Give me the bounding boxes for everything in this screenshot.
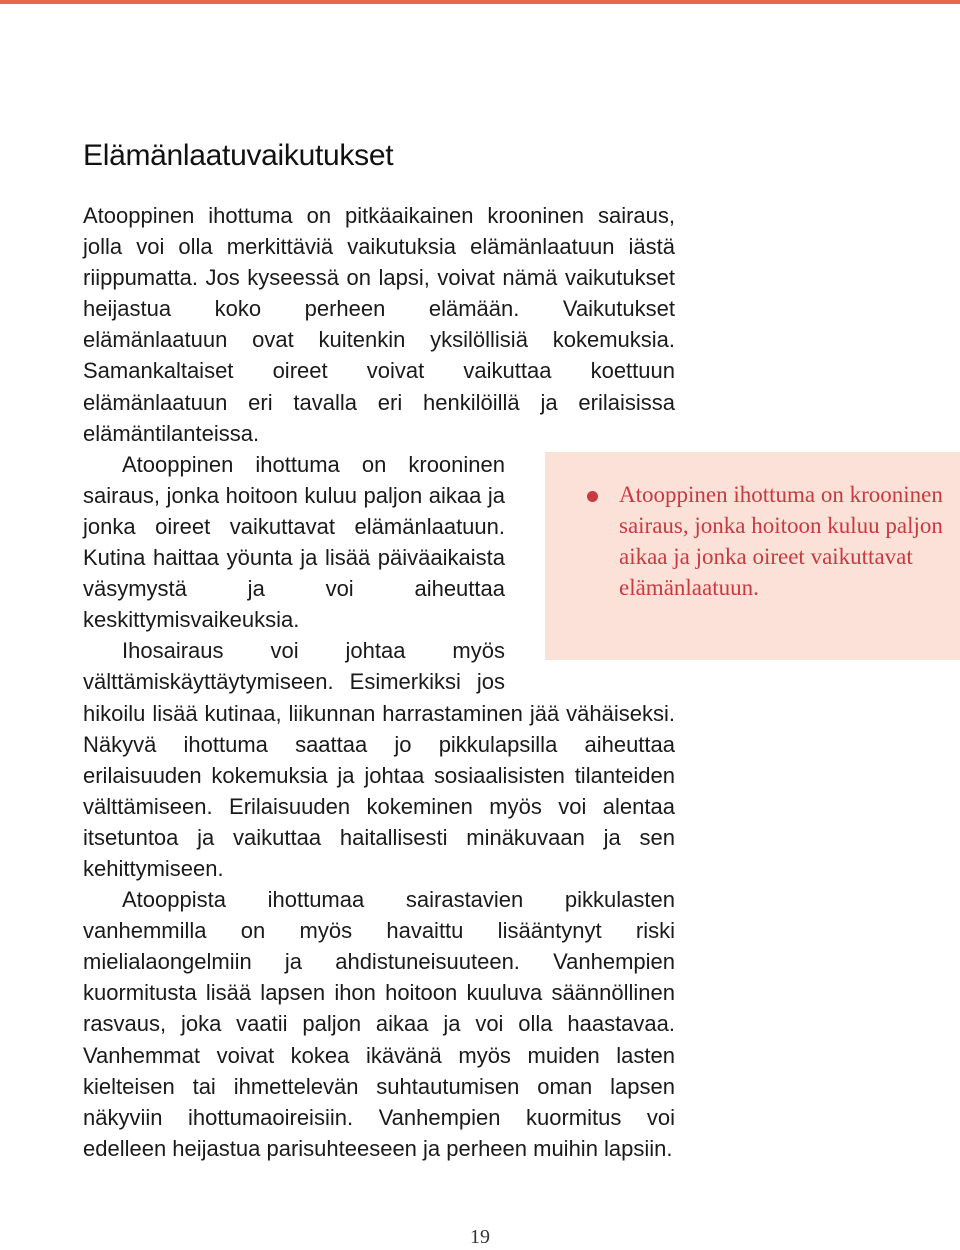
callout-text: Atooppinen ihottuma on krooninen sairaus, jonka hoitoon kuluu paljon aikaa ja jonka oireet vaikuttavat elämänlaatuun. (619, 482, 943, 600)
paragraph-intro: Atooppinen ihottuma on pitkäaikainen krooninen sairaus, jolla voi olla merkittäviä vaikutuksia elämänlaatuun iästä riippumatta. Jos kyseessä on lapsi, voivat nämä vaikutukset heijastua koko perheen elämään. Vaikutukset elämänlaatuun ovat kuitenkin yksilöllisiä kokemuksia. Samankaltaiset oireet voivat vaikuttaa koettuun elämänlaatuun eri tavalla eri henkilöillä ja erilaisissa elämäntilanteissa. (83, 203, 675, 446)
bullet-dot-icon (587, 491, 598, 502)
paragraph-parents: Atooppista ihottumaa sairastavien pikkulasten vanhemmilla on myös havaittu lisääntynyt riski mielialaongelmiin ja ahdistuneisuuteen. Vanhempien kuormitusta lisää lapsen ihon hoitoon kuuluva säännöllinen rasvaus, joka vaatii paljon aikaa ja voi olla haastavaa. Vanhemmat voivat kokea ikävänä myös muiden lasten kielteisen tai ihmettelevän suhtautumisen oman lapsen näkyviin ihottumaoireisiin. Vanhempien kuormitus voi edelleen heijastua parisuhteeseen ja perheen muihin lapsiin. (83, 887, 675, 1161)
top-rule (0, 0, 960, 4)
article-body (83, 200, 675, 1164)
highlight-callout (545, 452, 960, 660)
paragraph-avoidance: Ihosairaus voi johtaa myös välttämiskäyttäytymiseen. Esimerkiksi jos hikoilu lisää kutinaa, liikunnan harrastaminen jää vähäiseksi. Näkyvä ihottuma saattaa jo pikkulapsilla aiheuttaa erilaisuuden kokemuksia ja johtaa sosiaalisisten tilanteiden välttämiseen. Erilaisuuden kokeminen myös voi alentaa itsetuntoa ja vaikuttaa haitallisesti minäkuvaan ja sen kehittymiseen. (83, 638, 675, 881)
page-number: 19 (470, 1226, 490, 1248)
paragraph-symptoms: Atooppinen ihottuma on krooninen sairaus, jonka hoitoon kuluu paljon aikaa ja jonka oireet vaikuttavat elämänlaatuun. Kutina haittaa yöunta ja lisää päiväaikaista väsymystä ja voi aiheuttaa keskittymisvaikeuksia. (83, 451, 505, 633)
page-heading: Elämänlaatuvaikutukset (83, 139, 394, 172)
